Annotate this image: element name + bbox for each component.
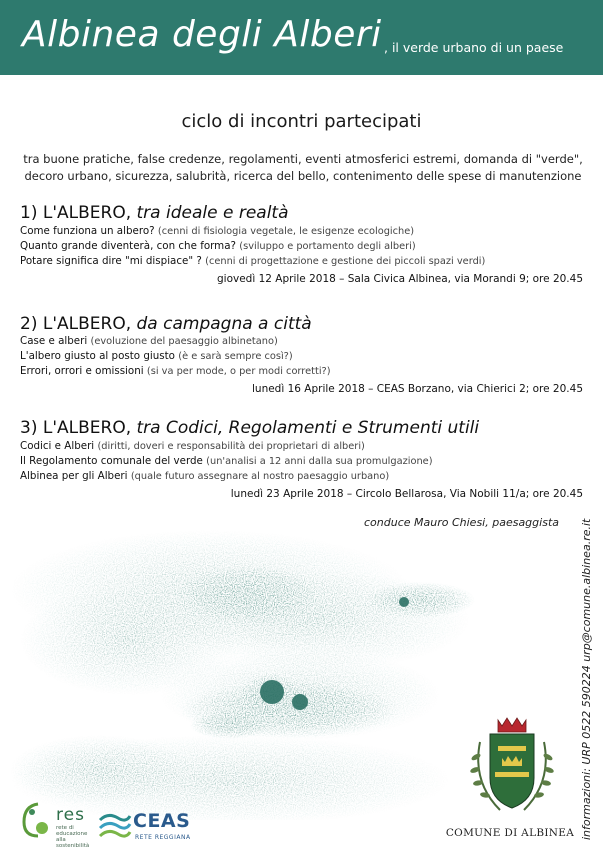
ceas-logo-text: CEAS [133, 810, 191, 832]
albinea-crest-icon [462, 712, 562, 822]
speaker-credit: conduce Mauro Chiesi, paesaggista [364, 516, 559, 529]
section-1-line: Potare significa dire "mi dispiace" ? (cenni di progettazione e gestione dei piccoli spazi verdi) [20, 255, 486, 267]
ceas-logo-caption: RETE REGGIANA [135, 834, 191, 841]
section-3-when: lunedì 23 Aprile 2018 – Circolo Bellarosa, Via Nobili 11/a; ore 20.45 [230, 488, 583, 500]
section-3-line: Il Regolamento comunale del verde (un'analisi a 12 anni dalla sua promulgazione) [20, 455, 433, 467]
header-banner [0, 0, 603, 75]
res-logo-text: res [56, 805, 85, 825]
section-2-line: Errori, orrori e omissioni (si va per mode, o per modi corretti?) [20, 365, 331, 377]
cycle-title: ciclo di incontri partecipati [181, 111, 422, 132]
section-1-title: 1) L'ALBERO, tra ideale e realtà [20, 203, 289, 223]
section-2-when: lunedì 16 Aprile 2018 – CEAS Borzano, via Chierici 2; ore 20.45 [252, 383, 583, 395]
section-3-line: Albinea per gli Alberi (quale futuro assegnare al nostro paesaggio urbano) [20, 470, 390, 482]
ceas-logo-icon [98, 810, 132, 840]
section-1-line: Come funziona un albero? (cenni di fisiologia vegetale, le esigenze ecologiche) [20, 225, 415, 237]
section-2-line: Case e alberi (evoluzione del paesaggio albinetano) [20, 335, 278, 347]
section-1-line: Quanto grande diventerà, con che forma? (sviluppo e portamento degli alberi) [20, 240, 416, 252]
contact-info: informazioni: URP 0522 590224 urp@comune.albinea.re.it [580, 518, 593, 840]
section-3-line: Codici e Alberi (diritti, doveri e responsabilità dei proprietari di alberi) [20, 440, 365, 452]
poster-title: Albinea degli Alberi [22, 14, 382, 55]
res-logo-caption: rete di educazione alla sostenibilità [56, 825, 90, 849]
section-1-when: giovedì 12 Aprile 2018 – Sala Civica Albinea, via Morandi 9; ore 20.45 [217, 273, 583, 285]
comune-name: COMUNE DI ALBINEA [445, 827, 575, 839]
section-2-title: 2) L'ALBERO, da campagna a città [20, 314, 312, 334]
res-logo-icon [18, 800, 56, 840]
intro-text: tra buone pratiche, false credenze, regolamenti, eventi atmosferici estremi, domanda di "verde", decoro urbano, sicurezza, salubrità, ricerca del bello, contenimento delle spese di manutenzione [23, 152, 583, 183]
section-2-line: L'albero giusto al posto giusto (è e sarà sempre così?) [20, 350, 293, 362]
section-3-title: 3) L'ALBERO, tra Codici, Regolamenti e Strumenti utili [20, 418, 480, 438]
poster-subtitle: , il verde urbano di un paese [384, 40, 564, 55]
